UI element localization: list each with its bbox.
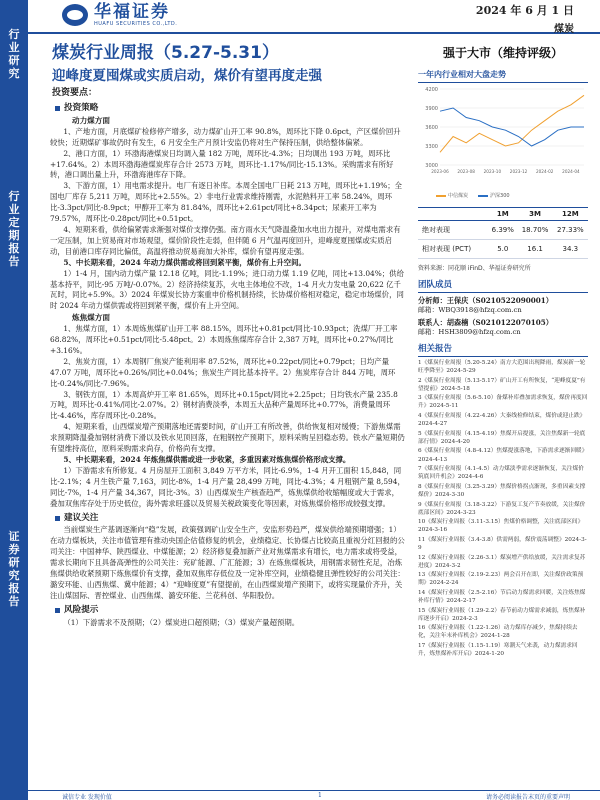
- page-footer: [28, 790, 600, 800]
- related-report-item: 17《煤炭行业周报（1.15-1.19）寒潮天气来袭，动力煤需求回升，炼焦煤补库开启》2024-1-20: [418, 643, 578, 658]
- team-title: 团队成员: [418, 278, 588, 293]
- related-report-item: 13《煤炭行业周报（2.19-2.23）两会召开在即，关注煤价政策预期》2024-2-24: [418, 572, 584, 587]
- related-report-item: 5《煤炭行业周报（4.15-4.19）焦煤开启提涨，关注焦煤新一轮底部行情》2024-4-20: [418, 430, 586, 445]
- footer-disclaimer: 请务必阅读报告末页的重要声明: [485, 794, 570, 800]
- analyst-role: 分析师：: [418, 296, 447, 305]
- related-report-item: 14《煤炭行业周报（2.5-2.16）节后动力煤需求回暖，关注炼焦煤补库行情》2024-2-17: [418, 589, 586, 605]
- main-text-column: [50, 100, 405, 790]
- footer-slogan: 诚信专业 发现价值: [62, 794, 112, 800]
- related-reports-title: 相关报告: [418, 342, 588, 357]
- related-report-item: 4《煤炭行业周报（4.22-4.26）大秦线检修结束，煤价或迎止跌》2024-4-27: [418, 413, 586, 428]
- sidebar-label-securities: 证券研究报告: [8, 530, 20, 608]
- x-tick-label: 2023-06: [431, 169, 449, 174]
- logo-icon: [62, 4, 88, 26]
- related-report-item: 12《煤炭行业周报（2.26-3.1）煤炭增产供给放缓，关注需求复苏进度》2024-3-2: [418, 554, 586, 569]
- related-report-item: 1《煤炭行业周报（5.20-5.24）南方大范围出现降雨，煤炭新一轮旺季降至》2024-5-29: [418, 360, 586, 375]
- analyst-name: 胡森楠（S0210122070105）: [446, 318, 553, 327]
- page-header: [28, 0, 600, 34]
- key-points-heading: 投资要点：: [52, 88, 98, 98]
- logo-cn-text: 华福证券: [94, 2, 170, 22]
- legend-swatch-icon: [436, 195, 446, 197]
- y-tick-label: 4200: [425, 87, 438, 93]
- paragraph: 3、下游方面，1）用电需求提升。电厂有逐日补库。本周全国电厂日耗 213 万吨，周环比+1.19%；全国电厂库存 5,211 万吨，周环比+2.55%。2）非电行业需求维持刚需，水泥熟料开工率 58.24%，周环比-3.3pct/同比-8.9pct；甲醇开工率为 81.84%，周环比+2.61pct/同比+8.34pct；尿素开工率为 79.57%，周环比-0.28pct/同比+0.51pct。: [50, 181, 403, 224]
- paragraph: 2、焦炭方面，1）本周钢厂焦炭产能利用率 87.52%，周环比+0.22pct/同比+0.79pct；日均产量 47.07 万吨，周环比+0.26%/同比+0.04%；焦炭生产同比基本持平。2）焦炭库存合计 844 万吨，周环比-0.24%/同比-7.96%。: [50, 356, 396, 388]
- table-cell: 16.1: [517, 240, 552, 259]
- analyst-role: 联系人：: [418, 318, 447, 327]
- data-source-note: 资料来源：同花顺 iFinD、华福证券研究所: [418, 265, 531, 272]
- paragraph: （1）下游需求不及预期；（2）煤炭进口超预期；（3）煤炭产量超预期。: [63, 617, 300, 627]
- paragraph: 4、短期来看，供给偏紧需求渐强对煤价支撑仍强。南方雨水天气降温叠加水电出力提升，对煤电需求有一定压制，加上贸易商对市场观望，煤价阶段性走弱，但伴随 6 月气温再度回升，迎峰度夏囤煤或实质启动，目前港口库存同比偏低，高温将推动贸易商加大补库，煤价有望再度走强。: [50, 224, 401, 256]
- table-cell: 34.3: [553, 240, 588, 259]
- analyst-email: 邮箱：WBQ3918@hfzq.com.cn: [418, 306, 522, 314]
- related-report-item: 16《煤炭行业周报（1.22-1.26）动力煤库存减少，焦煤持续去化，关注年末补库机会》2024-1-28: [418, 625, 578, 640]
- paragraph: 1、焦煤方面，1）本周炼焦煤矿山开工率 88.15%，周环比+0.81pct/同比-10.93pct；洗煤厂开工率 68.82%，周环比+0.51pct/同比-5.48pct。2）本周炼焦煤库存合计 2,387 万吨，周环比+0.27%/同比+3.16%。: [50, 324, 398, 355]
- analyst-name: 王保庆（S0210522090001）: [446, 296, 553, 305]
- table-cell: 27.33%: [553, 221, 588, 240]
- x-tick-label: 2024-04: [562, 169, 580, 174]
- x-tick-label: 2024-02: [535, 169, 554, 174]
- sidebar-label-research: 行业研究: [8, 28, 20, 80]
- analyst-entry: [418, 296, 588, 315]
- related-report-item: 2《煤炭行业周报（5.13-5.17）矿山开工有所恢复，“迎峰度夏”有望提前》2024-5-18: [418, 377, 586, 392]
- related-report-item: 15《煤炭行业周报（1.29-2.2）春节前动力煤需求减弱，炼焦煤补库逐步开启》2024-2-3: [418, 607, 586, 622]
- legend-item-csi300: 沪深300: [478, 192, 510, 199]
- y-tick-label: 3300: [425, 144, 438, 150]
- table-cell: 绝对表现: [418, 221, 488, 240]
- paragraph: 1）1-4 月，国内动力煤产量 12.18 亿吨，同比-1.19%；进口动力煤 1.19 亿吨，同比+13.04%；供给基本持平，同比-95 万吨/-0.07%。2）经济持续复苏，火电主体地位不改，1-4 月火力发电量 20,622 亿千瓦时，同比+5.9%。3）2024 年煤炭长协方案重申价格机制持续，长协煤价格相对稳定，稳定市场煤价，同时 2024 年动力煤供需或将回到紧平衡，煤价有上升空间。: [50, 268, 404, 311]
- performance-chart-svg: [418, 83, 588, 183]
- related-report-item: 8《煤炭行业周报（3.25-3.29）焦煤价格拐点渐现，多重因素支撑煤价》2024-3-30: [418, 483, 586, 498]
- table-row: [418, 240, 588, 259]
- related-report-item: 9《煤炭行业周报（3.18-3.22）下游复工复产节奏放缓，关注煤价底部区间》2024-3-23: [418, 501, 586, 516]
- y-tick-label: 3600: [425, 125, 438, 131]
- related-report-item: 11《煤炭行业周报（3.4-3.8）供需两弱，煤价震荡调整》2024-3-9: [418, 536, 587, 551]
- left-sidebar: [0, 0, 28, 800]
- paragraph: 当前煤炭生产基调逐渐向“稳”发展，政策强调矿山安全生产，安监形势趋严，煤炭供给端预期增强；1）在动力煤板块，关注市值管理有推动央国企估值修复的机会，业绩稳定、长协煤占比较高且重视分红回报的公司关注：中国神华、陕西煤业、中煤能源；2）经济修复叠加新产业对焦煤需求有增长，电力需求或将受益，需求长期向下且具备高弹性的公司关注：兖矿能源、广汇能源；3）在炼焦煤板块，用钢需求韧性充足，冶炼焦煤供给收紧预期下炼焦煤价有支撑，叠加双焦库存低位及一定补库空间，业绩稳健且弹性较好的公司关注：潞安环能、山西焦煤、冀中能源；4）“迎峰度夏”有望提前，在山西煤炭增产预期下，或将实现量价齐升，关注山煤国际、晋控煤业、山西焦煤、潞安环能、兰花科创、华阳股份。: [50, 525, 405, 600]
- section-strategy-title: 投资策略: [64, 103, 405, 114]
- table-row: [418, 221, 588, 240]
- right-column: [418, 36, 588, 660]
- table-cell: 相对表现 (PCT): [418, 240, 488, 259]
- table-header: 12M: [553, 208, 588, 221]
- sidebar-label-periodic: 行业定期报告: [8, 190, 20, 268]
- logo-en-text: HUAFU SECURITIES CO.,LTD.: [94, 21, 178, 27]
- table-cell: 6.39%: [488, 221, 517, 240]
- rating-title: 强于大市（维持评级）: [442, 46, 563, 60]
- logo: [62, 3, 177, 27]
- performance-table: [418, 207, 588, 259]
- analyst-email: 邮箱：HSH3809@hfzq.com.cn: [418, 328, 521, 336]
- series-line-coal: [440, 95, 584, 152]
- coking-coal-title: 炼焦煤方面: [72, 313, 110, 323]
- performance-title: 一年内行业相对大盘走势: [418, 69, 588, 83]
- paragraph: 3、钢铁方面，1）本周高炉开工率 81.65%，周环比+0.15pct/同比+2.25pct；日均铁水产量 235.8 万吨，周环比-0.41%/同比-2.07%。2）钢材消费淡季，本周五大品种产量周环比+0.77%，消费量周环比-4.46%，库存周环比-0.28%。: [50, 389, 398, 421]
- table-header: [418, 208, 488, 221]
- paragraph: 4、短期来看，山西煤炭增产预期落地还需要时间，矿山开工有所改善，供给恢复相对缓慢；下游焦煤需求预期降温叠加钢材消费下滑以及铁水见顶回落，在粗钢控产预期下，原料采购呈回稳态势。铁水产量短期仍有望维持高位，原料采购需求尚存，价格尚有支撑。: [50, 422, 405, 454]
- report-date: 2024 年 6 月 1 日: [475, 4, 574, 17]
- section-advice-title: 建议关注: [64, 513, 405, 524]
- paragraph: 5、中长期来看，2024 年动力煤供需或将回到紧平衡，煤价有上升空间。: [63, 257, 306, 267]
- legend-swatch-icon: [478, 195, 488, 197]
- related-reports-list: [418, 359, 588, 658]
- analyst-entry: [418, 318, 588, 337]
- x-tick-label: 2023-12: [509, 169, 528, 174]
- industry-tag: 煤炭: [554, 24, 574, 35]
- x-tick-label: 2023-10: [483, 169, 502, 174]
- related-report-item: 3《煤炭行业周报（5.6-5.10）备煤补库叠加需求恢复，煤价再度回升》2024-5-11: [418, 395, 588, 410]
- section-risk-title: 风险提示: [64, 605, 405, 616]
- table-header-row: [418, 208, 588, 221]
- power-coal-title: 动力煤方面: [72, 115, 110, 125]
- paragraph: 1、产地方面，月底煤矿检修停产增多，动力煤矿山开工率 90.8%，周环比下降 0.6pct，产区煤价回升较快；近期煤矿事故仍时有发生，6 月安全生产月预计安监仍将对生产保持压制，供给整体偏紧。: [50, 126, 401, 147]
- page-number: 1: [318, 792, 322, 799]
- paragraph: 2、港口方面，1）环渤海港煤炭日均调入量 182 万吨，周环比-4.3%；日均调出 193 万吨，周环比+17.64%。2）本周环渤海港煤炭库存合计 2573 万吨，周环比-1.17%/同比-15.13%。采购需求有所好转，港口调出量上升，环渤海港库存下降。: [50, 148, 394, 180]
- table-header: 3M: [517, 208, 552, 221]
- table-header: 1M: [488, 208, 517, 221]
- y-tick-label: 3900: [425, 106, 438, 112]
- related-report-item: 7《煤炭行业周报（4.1-4.5）动力煤淡季需求逐渐恢复，关注煤价筑底回升机会》2024-4-6: [418, 466, 584, 481]
- performance-chart: [418, 83, 588, 191]
- chart-legend: [418, 192, 588, 199]
- y-tick-label: 3000: [425, 163, 438, 169]
- related-report-item: 10《煤炭行业周报（3.11-3.15）焦煤价格调整，关注底部区间》2024-3-16: [418, 519, 584, 534]
- report-subtitle: 迎峰度夏囤煤或实质启动，煤价有望再度走强: [52, 68, 322, 84]
- paragraph: 5、中长期来看，2024 年炼焦煤供需或进一步收紧，多重因素对炼焦煤价格形成支撑。: [63, 455, 351, 464]
- x-tick-label: 2023-08: [457, 169, 475, 174]
- paragraph: 1）下游需求有所修复。4 月房屋开工面积 3,849 万平方米，同比-6.9%，1-4 月开工面积 15,848，同比-2.1%；4 月生铁产量 7,163，同比-8%，1-4 月产量 28,499 万吨，同比-4.3%；4 月粗钢产量 8,594，同比-7%，1-4 月产量 34,367，同比-3%。3）山西煤炭生产核查趋严，炼焦煤供给收缩幅度或大于需求，叠加双焦库存处于历史低位，海外需求旺盛以及贸易关税政策变化等因素，对炼焦煤价格形成较强支撑。: [50, 465, 405, 508]
- legend-item-coal: 中信煤炭: [436, 192, 468, 199]
- related-report-item: 6《煤炭行业周报（4.8-4.12）焦煤提涨落地，下游需求逐渐回暖》2024-4-13: [418, 448, 588, 463]
- table-cell: 5.0: [488, 240, 517, 259]
- table-cell: 18.70%: [517, 221, 552, 240]
- report-title: 煤炭行业周报（5.27-5.31）: [52, 43, 279, 63]
